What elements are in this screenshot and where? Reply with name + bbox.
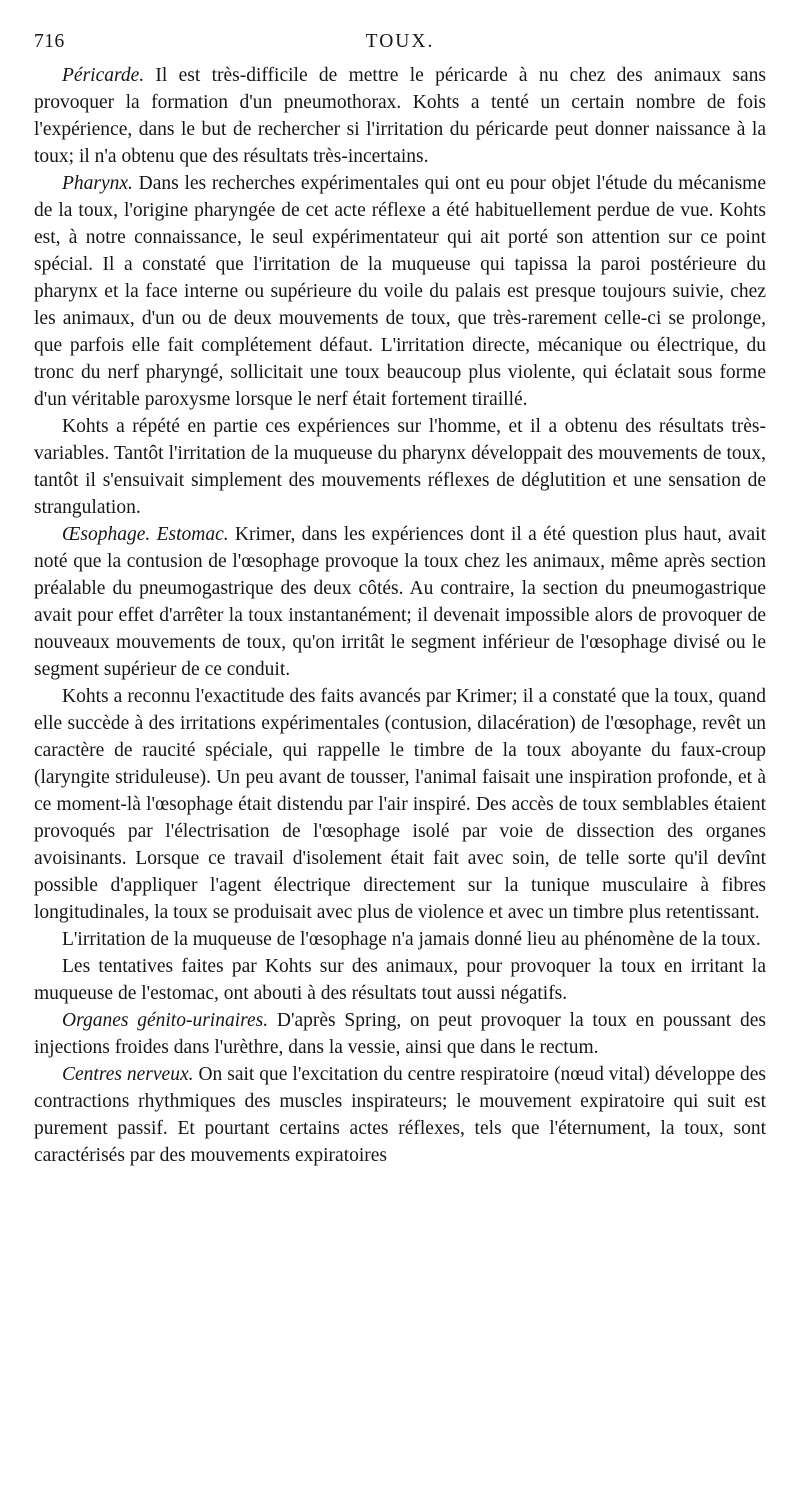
paragraph-kohts-krimer	[34, 683, 766, 926]
paragraph-pharynx-homme	[34, 413, 766, 521]
page-number: 716	[34, 31, 65, 52]
paragraph-text: Krimer, dans les expériences dont il a été question plus haut, avait noté que la contusion de l'œsophage provoque la toux chez les animaux, même après section préalable du pneumogastrique des deux côtés. Au contraire, la section du pneumogastrique avait pour effet d'arrêter la toux instantanément; il devenait impossible alors de provoquer de nouveaux mouvements de toux, qu'on irritât le segment inférieur de l'œsophage divisé ou le segment supérieur de ce conduit.	[34, 524, 766, 680]
section-heading: Péricarde.	[62, 65, 145, 86]
section-heading: Centres nerveux.	[62, 1064, 194, 1085]
paragraph-text: Les tentatives faites par Kohts sur des animaux, pour provoquer la toux en irritant la muqueuse de l'estomac, ont abouti à des résultats tout aussi négatifs.	[34, 956, 766, 1004]
running-title: TOUX.	[365, 31, 435, 52]
paragraph-text: L'irritation de la muqueuse de l'œsophage n'a jamais donné lieu au phénomène de la toux.	[62, 929, 761, 950]
paragraph-pharynx	[34, 170, 766, 413]
section-heading: Organes génito-urinaires.	[62, 1010, 269, 1031]
paragraph-text: Il est très-difficile de mettre le péricarde à nu chez des animaux sans provoquer la formation d'un pneumothorax. Kohts a tenté un certain nombre de fois l'expérience, dans le but de rechercher si l'irritation du péricarde peut donner naissance à la toux; il n'a obtenu que des résultats très-incertains.	[34, 65, 766, 167]
paragraph-text: D'après Spring, on peut provoquer la toux en poussant des injections froides dans l'urèthre, dans la vessie, ainsi que dans le rectum.	[34, 1010, 766, 1058]
paragraph-text: On sait que l'excitation du centre respiratoire (nœud vital) développe des contractions rhythmiques des muscles inspirateurs; le mouvement expiratoire qui suit est purement passif. Et pourtant certains actes réflexes, tels que l'éternument, la toux, sont caractérisés par des mouvements expiratoires	[34, 1064, 767, 1166]
book-page	[34, 28, 766, 1169]
paragraph-genito-urinaires	[34, 1007, 766, 1061]
paragraph-text: Kohts a reconnu l'exactitude des faits avancés par Krimer; il a constaté que la toux, quand elle succède à des irritations expérimentales (contusion, dilacération) de l'œsophage, revêt un caractère de raucité spéciale, qui rappelle le timbre de la toux aboyante du faux-croup (laryngite striduleuse). Un peu avant de tousser, l'animal faisait une inspiration profonde, et à ce moment-là l'œsophage était distendu par l'air inspiré. Des accès de toux semblables étaient provoqués par l'électrisation de l'œsophage isolé par voie de dissection des organes avoisinants. Lorsque ce travail d'isolement était fait avec soin, de telle sorte qu'il devînt possible d'appliquer l'agent électrique directement sur la tunique musculaire à fibres longitudinales, la toux se produisait avec plus de violence et avec un timbre plus retentissant.	[34, 686, 766, 923]
section-heading: Œsophage. Estomac.	[62, 524, 229, 545]
paragraph-text: Dans les recherches expérimentales qui ont eu pour objet l'étude du mécanisme de la toux, l'origine pharyngée de cet acte réflexe a été habituellement perdue de vue. Kohts est, à notre connaissance, le seul expérimentateur qui ait porté son attention sur ce point spécial. Il a constaté que l'irritation de la muqueuse qui tapissa la paroi postérieure du pharynx et la face interne ou supérieure du voile du palais est presque toujours suivie, chez les animaux, d'un ou de deux mouvements de toux, que très-rarement celle-ci se prolonge, que parfois elle fait complétement défaut. L'irritation directe, mécanique ou électrique, du tronc du nerf pharyngé, sollicitait une toux beaucoup plus violente, qui éclatait sous forme d'un véritable paroxysme lorsque le nerf était fortement tiraillé.	[34, 173, 766, 410]
paragraph-pericarde	[34, 62, 766, 170]
paragraph-oesophage-estomac	[34, 521, 766, 683]
running-head	[34, 28, 766, 62]
paragraph-muqueuse-oesophage	[34, 926, 766, 953]
paragraph-text: Kohts a répété en partie ces expériences sur l'homme, et il a obtenu des résultats très-variables. Tantôt l'irritation de la muqueuse du pharynx développait des mouvements de toux, tantôt il s'ensuivait simplement des mouvements réflexes de déglutition et une sensation de strangulation.	[34, 416, 766, 518]
paragraph-centres-nerveux	[34, 1061, 766, 1169]
paragraph-estomac	[34, 953, 766, 1007]
section-heading: Pharynx.	[62, 173, 133, 194]
